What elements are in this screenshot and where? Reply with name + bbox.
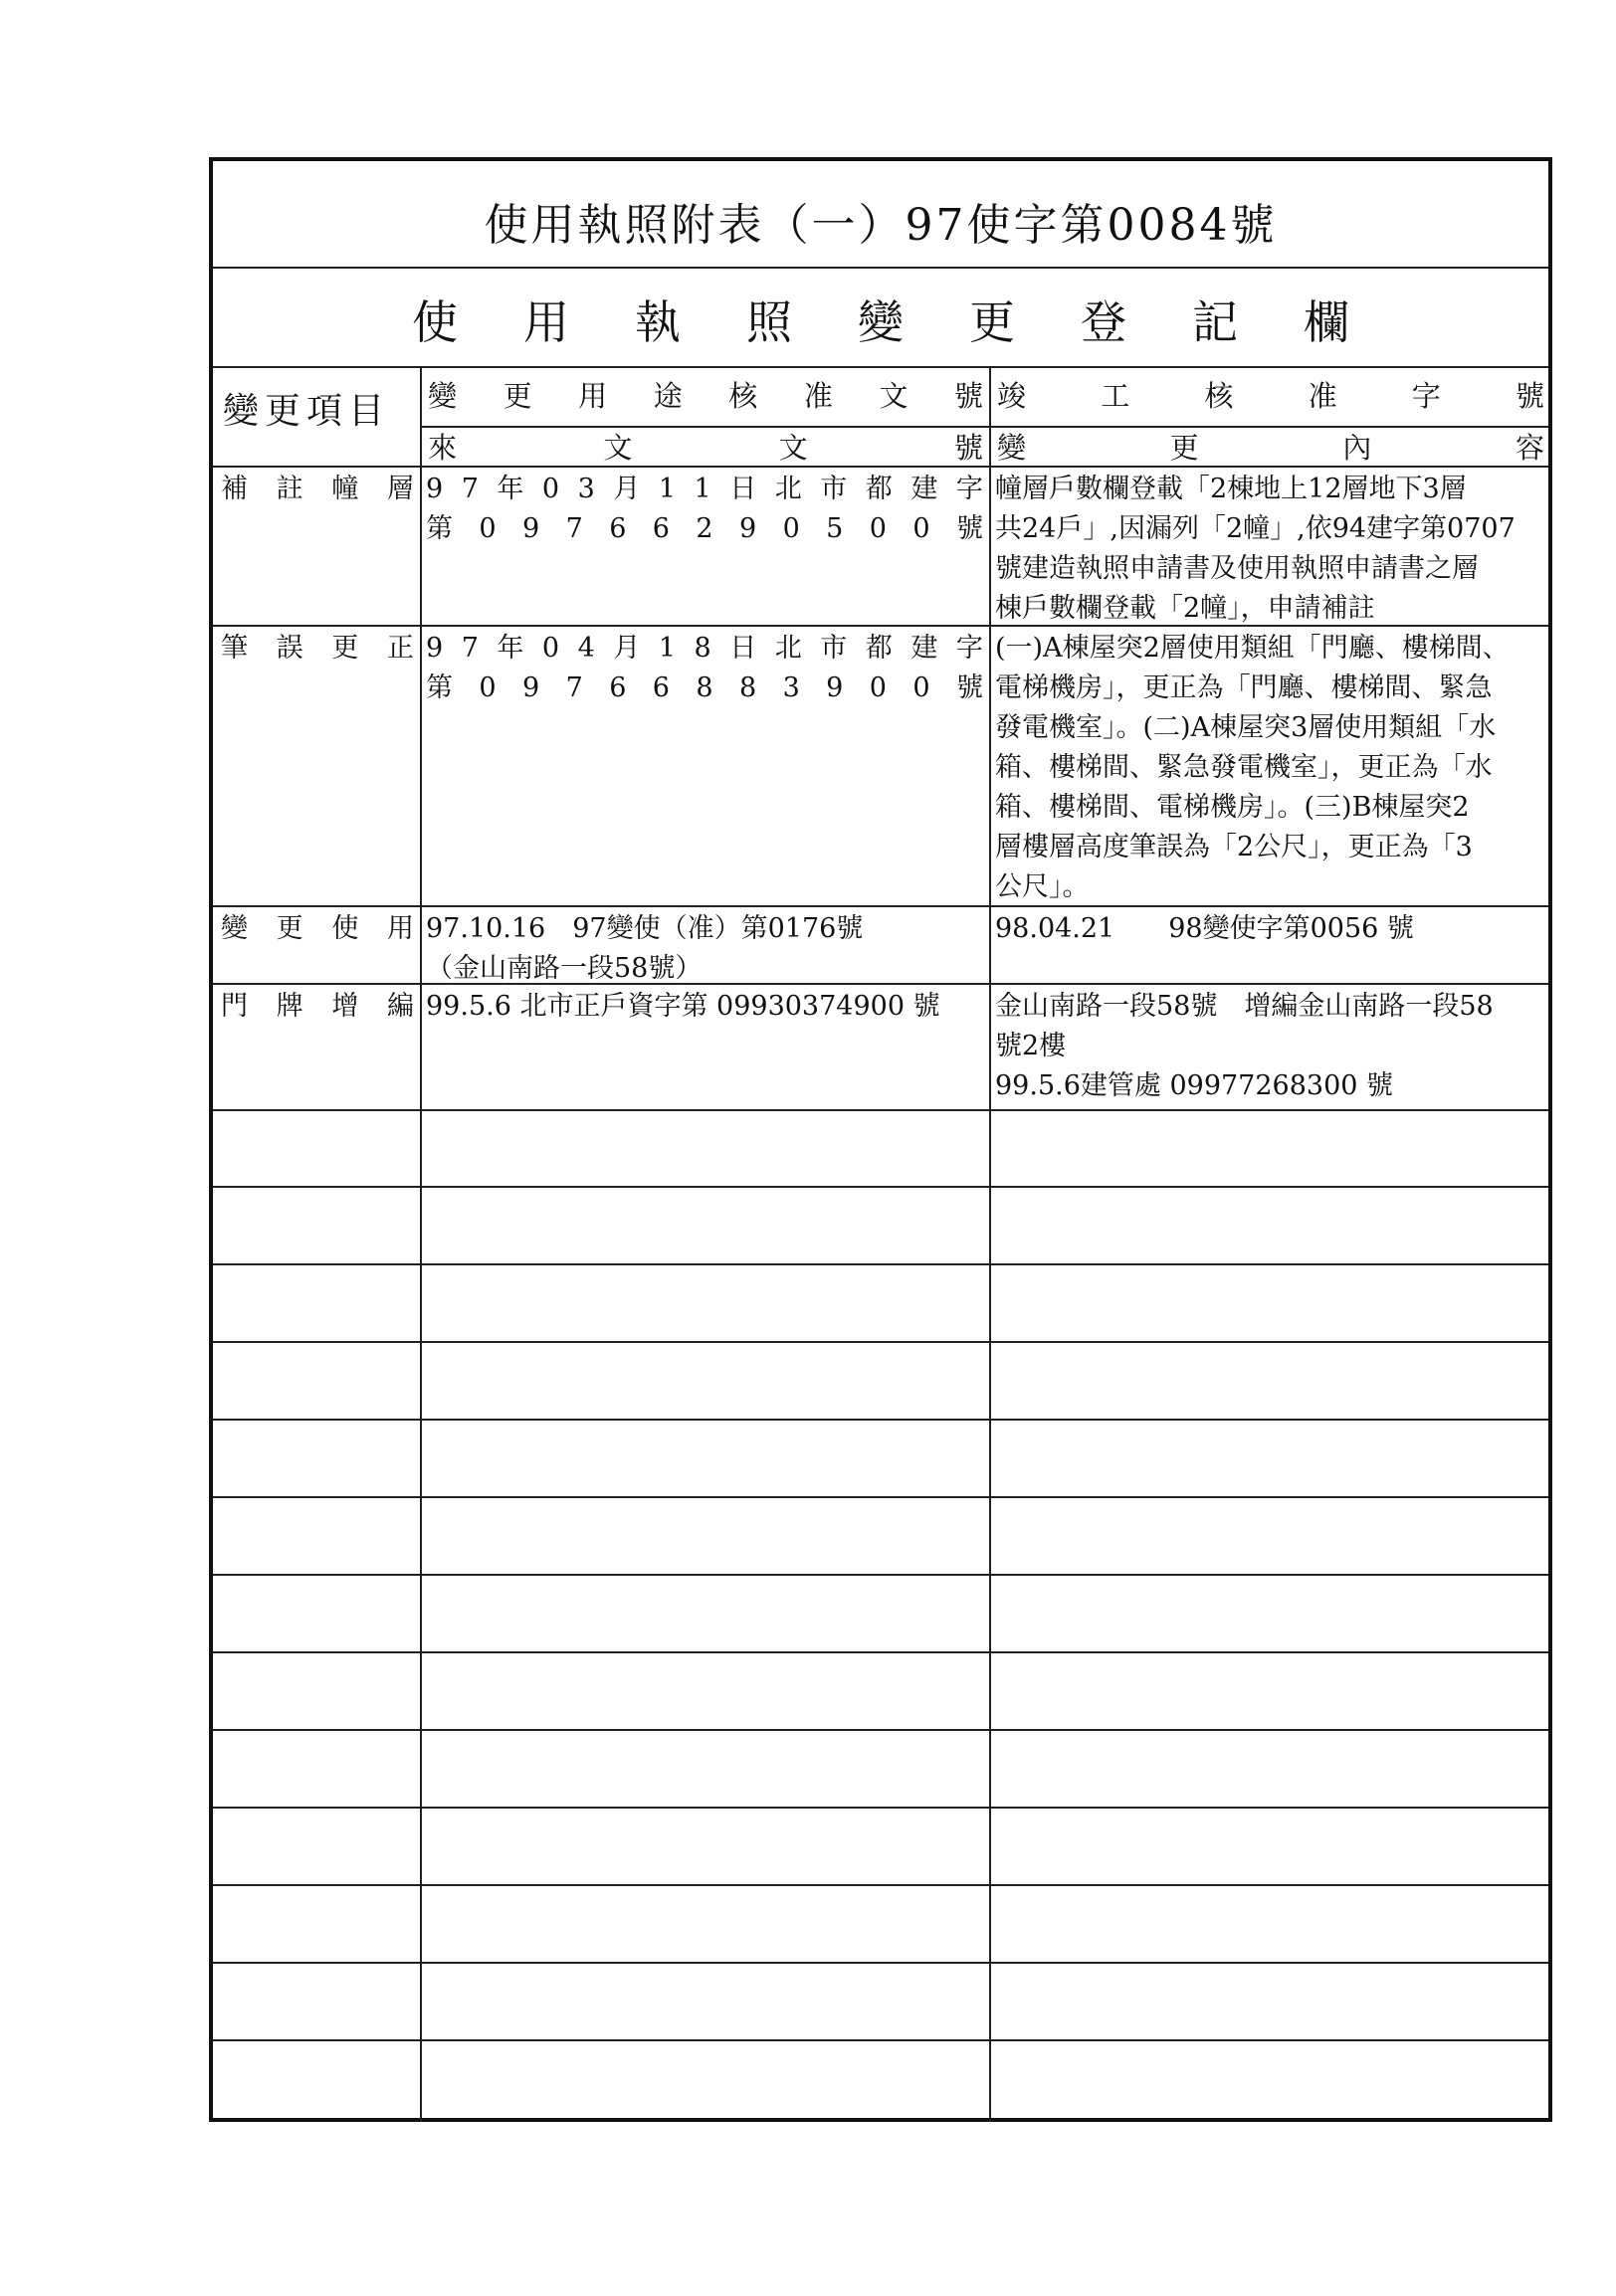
row-divider bbox=[213, 1651, 1548, 1653]
license-attachment-form bbox=[209, 157, 1552, 2122]
row-divider bbox=[213, 1807, 1548, 1809]
row-ref-line: 9 7 年 0 3 月 1 1 日 北 市 都 建 字 bbox=[426, 474, 983, 504]
row-item-label: 補 註 幢 層 bbox=[221, 474, 414, 504]
section-divider bbox=[213, 366, 1548, 368]
row-divider bbox=[213, 1109, 1548, 1111]
row-item-label: 門 牌 增 編 bbox=[221, 991, 414, 1022]
row-item-label: 筆 誤 更 正 bbox=[221, 633, 414, 664]
header-change-approval-no: 變 更 用 途 核 准 文 號 bbox=[428, 379, 983, 413]
row-divider bbox=[213, 2039, 1548, 2041]
row-ref-line: 第 0 9 7 6 6 8 8 3 9 0 0 號 bbox=[426, 672, 983, 703]
row-ref-line: 第 0 9 7 6 6 2 9 0 5 0 0 號 bbox=[426, 513, 983, 544]
column-divider bbox=[420, 366, 422, 2122]
row-divider bbox=[213, 1884, 1548, 1886]
row-item-label: 變 更 使 用 bbox=[221, 913, 414, 944]
row-divider bbox=[213, 1419, 1548, 1421]
row-ref-line: 9 7 年 0 4 月 1 8 日 北 市 都 建 字 bbox=[426, 633, 983, 664]
row-content: (一)A棟屋突2層使用類組「門廳、樓梯間、 電梯機房」，更正為「門廳、樓梯間、緊急 發電機室」。(二)A棟屋突3層使用類組「水 箱、樓梯間、緊急發電機室」，更正為「水 箱、樓梯間、電梯機房」。(三)B棟屋突2 層樓層高度筆誤為「2公尺」，更正為「3 公尺」。 bbox=[995, 633, 1510, 902]
row-content: 金山南路一段58號 增編金山南路一段58 號2樓 99.5.6建管處 09977268300 號 bbox=[995, 991, 1494, 1101]
row-ref: 97.10.16 97變使（准）第0176號 （金山南路一段58號） bbox=[426, 913, 864, 984]
header-incoming-doc-no: 來 文 文 號 bbox=[428, 431, 983, 465]
row-divider bbox=[213, 1341, 1548, 1343]
row-ref: 99.5.6 北市正戶資字第 09930374900 號 bbox=[426, 991, 940, 1022]
section-title: 使 用 執 照 變 更 登 記 欄 bbox=[412, 295, 1349, 349]
row-divider bbox=[213, 1962, 1548, 1964]
header-change-item: 變更項目 bbox=[223, 391, 391, 432]
row-divider bbox=[213, 1263, 1548, 1265]
title-divider bbox=[213, 267, 1548, 269]
document-title: 使用執照附表（一）97使字第0084號 bbox=[484, 200, 1278, 251]
row-divider bbox=[213, 1186, 1548, 1188]
row-content: 98.04.21 98變使字第0056 號 bbox=[995, 913, 1414, 944]
row-content: 幢層戶數欄登載「2棟地上12層地下3層 共24戶」,因漏列「2幢」,依94建字第0707 號建造執照申請書及使用執照申請書之層 棟戶數欄登載「2幢」，申請補註 bbox=[995, 474, 1515, 624]
row-divider bbox=[213, 1729, 1548, 1731]
header-completion-approval-no: 竣 工 核 准 字 號 bbox=[997, 379, 1544, 413]
row-divider bbox=[213, 1496, 1548, 1498]
column-divider bbox=[989, 366, 991, 2122]
row-divider bbox=[213, 1574, 1548, 1576]
header-change-content: 變 更 內 容 bbox=[997, 431, 1544, 465]
